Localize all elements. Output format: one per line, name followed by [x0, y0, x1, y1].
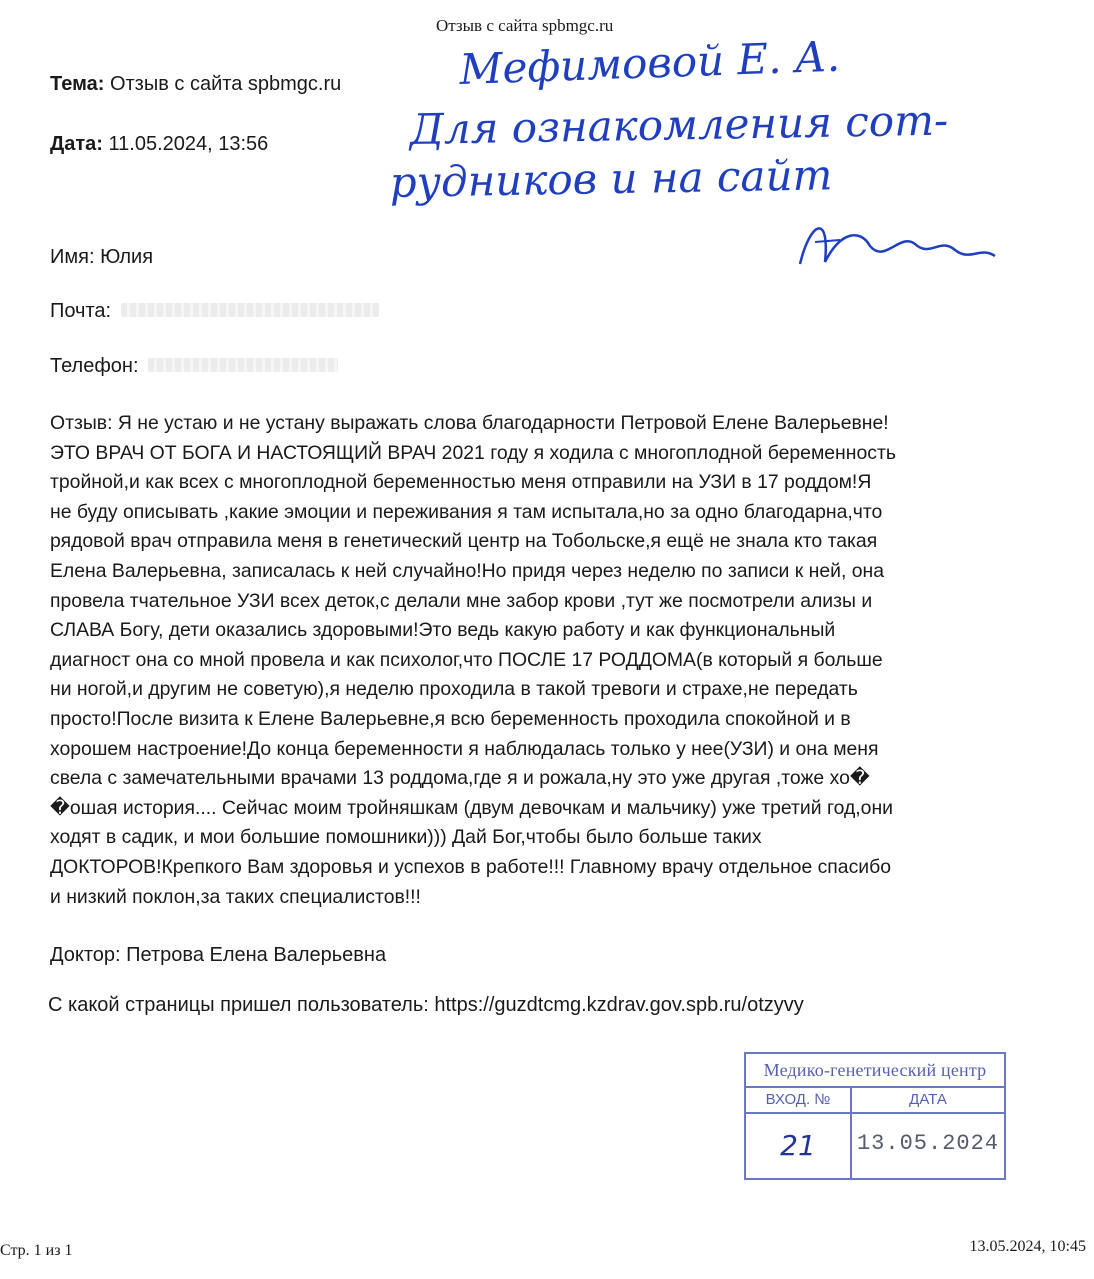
- review-line: ни ногой,и другим не советую),я неделю проходила в такой тревоги и страхе,не передать: [50, 678, 858, 701]
- stamp-in-label: ВХОД. №: [746, 1088, 852, 1112]
- name-label: Имя:: [50, 246, 95, 268]
- source-page-line: [48, 994, 804, 1017]
- page-counter: Стр. 1 из 1: [0, 1242, 73, 1259]
- phone-redacted: [148, 358, 338, 372]
- review-line: рядовой врач отправила меня в генетический центр на Тобольске,я ещё не знала кто такая: [50, 530, 878, 553]
- phone-label: Телефон:: [50, 355, 139, 377]
- handwritten-line-3: рудников и на сайт: [389, 150, 833, 207]
- review-line: тройной,и как всех с многоплодной беременностью меня отправили на УЗИ в 17 роддом!Я: [50, 471, 872, 494]
- review-line: диагност она со мной провела и как психолог,что ПОСЛЕ 17 РОДДОМА(в который я больше: [50, 648, 883, 671]
- source-page-url: https://guzdtcmg.kzdrav.gov.spb.ru/otzyvy: [434, 994, 804, 1016]
- doctor-value: Петрова Елена Валерьевна: [126, 944, 387, 966]
- subject-line: [50, 73, 341, 96]
- review-line: Отзыв: Я не устаю и не устану выражать слова благодарности Петровой Елене Валерьевне!: [50, 412, 889, 434]
- review-line: СЛАВА Богу, дети оказались здоровыми!Это ведь какую работу и как функциональный: [50, 619, 836, 642]
- name-value: Юлия: [100, 246, 154, 268]
- review-text: [50, 409, 1040, 912]
- print-timestamp: 13.05.2024, 10:45: [969, 1238, 1086, 1255]
- doctor-label: Доктор:: [50, 944, 121, 966]
- review-line: Елена Валерьевна, записалась к ней случайно!Но придя через неделю по записи к ней, она: [50, 559, 885, 582]
- source-page-label: С какой страницы пришел пользователь:: [48, 994, 429, 1016]
- name-line: [50, 246, 153, 269]
- review-line: просто!После визита к Елене Валерьевне,я всю беременность проходила спокойной и в: [50, 707, 851, 730]
- review-line: не буду описывать ,какие эмоции и переживания я там испытала,но за одно благодарна,что: [50, 500, 883, 523]
- registration-stamp: [744, 1052, 1006, 1180]
- review-line: �ошая история.... Сейчас моим тройняшкам (двум девочкам и мальчику) уже третий год,они: [50, 796, 893, 819]
- email-line: [50, 300, 379, 323]
- stamp-values-row: [746, 1114, 1004, 1178]
- stamp-date-label: ДАТА: [909, 1091, 947, 1108]
- stamp-date-value: 13.05.2024: [856, 1131, 1000, 1156]
- handwritten-line-2: Для ознакомления сот-: [409, 95, 949, 154]
- email-label: Почта:: [50, 300, 112, 322]
- phone-line: [50, 355, 338, 378]
- stamp-title: Медико-генетический центр: [746, 1054, 1004, 1088]
- review-line: ДОКТОРОВ!Крепкого Вам здоровья и успехов в работе!!! Главному врачу отдельное спасибо: [50, 855, 892, 878]
- review-line: хорошем настроение!До конца беременности я наблюдалась только у нее(УЗИ) и она меня: [50, 737, 879, 760]
- subject-label: Тема:: [50, 73, 105, 95]
- review-line: свела с замечательными врачами 13 роддома,где я и рожала,ну это уже другая ,тоже хо�: [50, 767, 870, 790]
- handwritten-line-1: Мефимовой Е. А.: [458, 32, 841, 94]
- review-line: провела тчательное УЗИ всех деток,с делали мне забор крови ,тут же посмотрели ализы и: [50, 589, 873, 612]
- print-header: Отзыв с сайта spbmgc.ru: [436, 16, 614, 35]
- subject-value: Отзыв с сайта spbmgc.ru: [109, 73, 342, 95]
- doctor-line: [50, 944, 386, 967]
- email-redacted: [121, 303, 379, 317]
- date-line: [50, 133, 268, 156]
- review-line: и низкий поклон,за таких специалистов!!!: [50, 885, 421, 908]
- signature-icon: [800, 228, 995, 264]
- review-line: ЭТО ВРАЧ ОТ БОГА И НАСТОЯЩИЙ ВРАЧ 2021 году я ходила с многоплодной беременность: [50, 441, 896, 464]
- review-line: ходят в садик, и мои большие помошники))) Дай Бог,чтобы было больше таких: [50, 826, 762, 849]
- date-label: Дата:: [50, 133, 103, 155]
- stamp-header-row: [746, 1088, 1004, 1114]
- date-value: 11.05.2024, 13:56: [108, 133, 269, 155]
- stamp-in-number: 21: [746, 1114, 852, 1178]
- handwritten-note: [370, 32, 1070, 302]
